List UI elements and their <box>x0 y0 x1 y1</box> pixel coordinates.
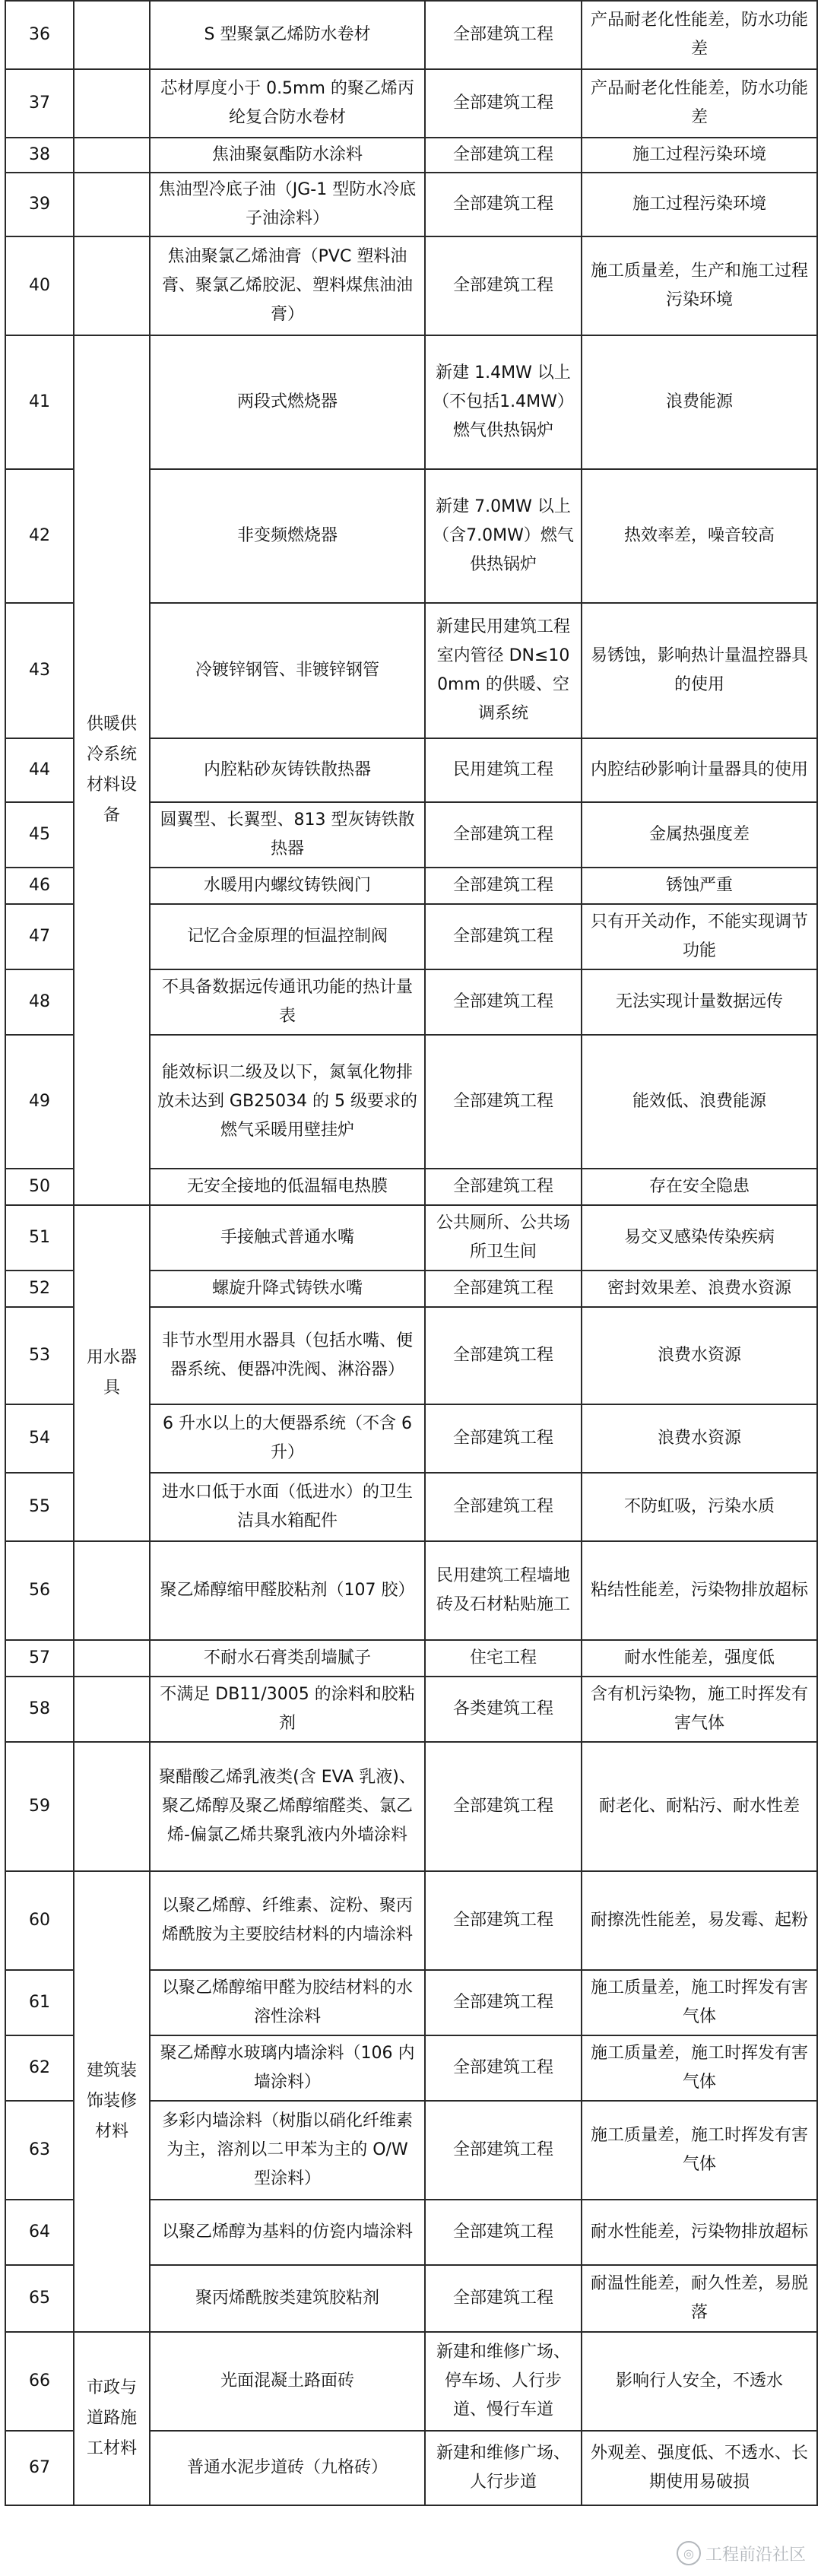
row-number: 59 <box>5 1742 74 1871</box>
row-number: 57 <box>5 1640 74 1677</box>
table-row <box>5 173 817 236</box>
material-name: 两段式燃烧器 <box>150 335 425 469</box>
row-number: 49 <box>5 1035 74 1169</box>
row-number: 42 <box>5 469 74 603</box>
material-name: 聚乙烯醇缩甲醛胶粘剂（107 胶） <box>150 1541 425 1640</box>
category-cell-empty <box>74 1541 150 1640</box>
reason-cell: 耐老化、耐粘污、耐水性差 <box>582 1742 817 1871</box>
reason-cell: 内腔结砂影响计量器具的使用 <box>582 738 817 802</box>
row-number: 52 <box>5 1271 74 1307</box>
row-number: 58 <box>5 1677 74 1742</box>
table-row <box>5 1205 817 1271</box>
scope-cell: 全部建筑工程 <box>425 904 582 969</box>
reason-cell: 金属热强度差 <box>582 802 817 868</box>
material-name: 普通水泥步道砖（九格砖） <box>150 2431 425 2505</box>
row-number: 36 <box>5 1 74 69</box>
reason-cell: 能效低、浪费能源 <box>582 1035 817 1169</box>
row-number: 51 <box>5 1205 74 1271</box>
scope-cell: 各类建筑工程 <box>425 1677 582 1742</box>
material-name: 非变频燃烧器 <box>150 469 425 603</box>
reason-cell: 含有机污染物，施工时挥发有害气体 <box>582 1677 817 1742</box>
watermark-logo-icon: ◎ <box>677 2541 701 2565</box>
reason-cell: 浪费水资源 <box>582 1404 817 1473</box>
reason-cell: 不防虹吸，污染水质 <box>582 1473 817 1541</box>
material-name: 冷镀锌钢管、非镀锌钢管 <box>150 603 425 738</box>
reason-cell: 锈蚀严重 <box>582 868 817 904</box>
material-name: 不满足 DB11/3005 的涂料和胶粘剂 <box>150 1677 425 1742</box>
table-row <box>5 1541 817 1640</box>
row-number: 65 <box>5 2265 74 2332</box>
scope-cell: 全部建筑工程 <box>425 1271 582 1307</box>
row-number: 54 <box>5 1404 74 1473</box>
row-number: 50 <box>5 1169 74 1205</box>
scope-cell: 全部建筑工程 <box>425 2101 582 2200</box>
scope-cell: 全部建筑工程 <box>425 868 582 904</box>
reason-cell: 耐擦洗性能差，易发霉、起粉 <box>582 1871 817 1970</box>
reason-cell: 浪费能源 <box>582 335 817 469</box>
reason-cell: 热效率差，噪音较高 <box>582 469 817 603</box>
category-cell-empty <box>74 1640 150 1677</box>
material-name: 焦油聚氨酯防水涂料 <box>150 138 425 173</box>
material-name: 芯材厚度小于 0.5mm 的聚乙烯丙纶复合防水卷材 <box>150 69 425 138</box>
row-number: 62 <box>5 2035 74 2101</box>
reason-cell: 易锈蚀，影响热计量温控器具的使用 <box>582 603 817 738</box>
table-row <box>5 335 817 469</box>
material-name: 不具备数据远传通讯功能的热计量表 <box>150 969 425 1035</box>
scope-cell: 全部建筑工程 <box>425 969 582 1035</box>
row-number: 48 <box>5 969 74 1035</box>
category-cell-empty <box>74 173 150 236</box>
category-cell-empty <box>74 1742 150 1871</box>
material-name: 6 升水以上的大便器系统（不含 6 升） <box>150 1404 425 1473</box>
scope-cell: 全部建筑工程 <box>425 1970 582 2035</box>
material-name: 内腔粘砂灰铸铁散热器 <box>150 738 425 802</box>
scope-cell: 新建 7.0MW 以上（含7.0MW）燃气供热锅炉 <box>425 469 582 603</box>
row-number: 39 <box>5 173 74 236</box>
reason-cell: 外观差、强度低、不透水、长期使用易破损 <box>582 2431 817 2505</box>
material-name: 不耐水石膏类刮墙腻子 <box>150 1640 425 1677</box>
row-number: 44 <box>5 738 74 802</box>
reason-cell: 影响行人安全，不透水 <box>582 2332 817 2431</box>
reason-cell: 施工质量差，施工时挥发有害气体 <box>582 2101 817 2200</box>
table-row <box>5 2332 817 2431</box>
material-name: 手接触式普通水嘴 <box>150 1205 425 1271</box>
scope-cell: 全部建筑工程 <box>425 1 582 69</box>
category-cell-empty <box>74 69 150 138</box>
reason-cell: 施工质量差，生产和施工过程污染环境 <box>582 236 817 335</box>
table-row <box>5 1871 817 1970</box>
table-row <box>5 1640 817 1677</box>
material-name: 非节水型用水器具（包括水嘴、便器系统、便器冲洗阀、淋浴器） <box>150 1307 425 1404</box>
scope-cell: 新建 1.4MW 以上（不包括1.4MW）燃气供热锅炉 <box>425 335 582 469</box>
scope-cell: 全部建筑工程 <box>425 1871 582 1970</box>
category-heating-cooling: 供暖供冷系统材料设备 <box>74 335 150 1205</box>
row-number: 60 <box>5 1871 74 1970</box>
category-cell-empty <box>74 1677 150 1742</box>
material-name: 聚丙烯酰胺类建筑胶粘剂 <box>150 2265 425 2332</box>
material-name: 能效标识二级及以下，氮氧化物排放未达到 GB25034 的 5 级要求的燃气采暖用壁挂炉 <box>150 1035 425 1169</box>
material-name: 聚醋酸乙烯乳液类(含 EVA 乳液)、聚乙烯醇及聚乙烯醇缩醛类、氯乙烯-偏氯乙烯共聚乳液内外墙涂料 <box>150 1742 425 1871</box>
material-name: 焦油型冷底子油（JG-1 型防水冷底子油涂料） <box>150 173 425 236</box>
table-row <box>5 236 817 335</box>
material-name: 水暖用内螺纹铸铁阀门 <box>150 868 425 904</box>
scope-cell: 全部建筑工程 <box>425 1404 582 1473</box>
category-water-fixtures: 用水器具 <box>74 1205 150 1541</box>
watermark-text: 工程前沿社区 <box>705 2545 806 2565</box>
material-name: 多彩内墙涂料（树脂以硝化纤维素为主，溶剂以二甲苯为主的 O/W 型涂料） <box>150 2101 425 2200</box>
row-number: 55 <box>5 1473 74 1541</box>
reason-cell: 施工质量差，施工时挥发有害气体 <box>582 2035 817 2101</box>
scope-cell: 全部建筑工程 <box>425 2265 582 2332</box>
watermark <box>677 2541 806 2565</box>
reason-cell: 只有开关动作，不能实现调节功能 <box>582 904 817 969</box>
material-name: 焦油聚氯乙烯油膏（PVC 塑料油膏、聚氯乙烯胶泥、塑料煤焦油油膏） <box>150 236 425 335</box>
reason-cell: 密封效果差、浪费水资源 <box>582 1271 817 1307</box>
table-row <box>5 69 817 138</box>
material-name: 光面混凝土路面砖 <box>150 2332 425 2431</box>
row-number: 64 <box>5 2200 74 2265</box>
table-row <box>5 138 817 173</box>
row-number: 61 <box>5 1970 74 2035</box>
category-cell-empty <box>74 1 150 69</box>
row-number: 46 <box>5 868 74 904</box>
material-name: 圆翼型、长翼型、813 型灰铸铁散热器 <box>150 802 425 868</box>
row-number: 43 <box>5 603 74 738</box>
row-number: 40 <box>5 236 74 335</box>
row-number: 66 <box>5 2332 74 2431</box>
reason-cell: 施工过程污染环境 <box>582 173 817 236</box>
category-decoration: 建筑装饰装修材料 <box>74 1871 150 2332</box>
scope-cell: 新建和维修广场、人行步道 <box>425 2431 582 2505</box>
category-cell-empty <box>74 138 150 173</box>
reason-cell: 存在安全隐患 <box>582 1169 817 1205</box>
category-municipal-road: 市政与道路施工材料 <box>74 2332 150 2505</box>
scope-cell: 全部建筑工程 <box>425 1307 582 1404</box>
row-number: 56 <box>5 1541 74 1640</box>
scope-cell: 住宅工程 <box>425 1640 582 1677</box>
row-number: 67 <box>5 2431 74 2505</box>
scope-cell: 全部建筑工程 <box>425 802 582 868</box>
scope-cell: 全部建筑工程 <box>425 69 582 138</box>
scope-cell: 民用建筑工程墙地砖及石材粘贴施工 <box>425 1541 582 1640</box>
scope-cell: 民用建筑工程 <box>425 738 582 802</box>
material-name: 聚乙烯醇水玻璃内墙涂料（106 内墙涂料） <box>150 2035 425 2101</box>
material-name: 螺旋升降式铸铁水嘴 <box>150 1271 425 1307</box>
reason-cell: 施工质量差，施工时挥发有害气体 <box>582 1970 817 2035</box>
reason-cell: 产品耐老化性能差，防水功能差 <box>582 69 817 138</box>
reason-cell: 产品耐老化性能差，防水功能差 <box>582 1 817 69</box>
row-number: 38 <box>5 138 74 173</box>
scope-cell: 全部建筑工程 <box>425 236 582 335</box>
material-name: 以聚乙烯醇缩甲醛为胶结材料的水溶性涂料 <box>150 1970 425 2035</box>
scope-cell: 全部建筑工程 <box>425 173 582 236</box>
table-row <box>5 1742 817 1871</box>
row-number: 37 <box>5 69 74 138</box>
reason-cell: 易交叉感染传染疾病 <box>582 1205 817 1271</box>
scope-cell: 公共厕所、公共场所卫生间 <box>425 1205 582 1271</box>
table-row <box>5 1 817 69</box>
reason-cell: 浪费水资源 <box>582 1307 817 1404</box>
reason-cell: 耐水性能差，污染物排放超标 <box>582 2200 817 2265</box>
material-name: 无安全接地的低温辐电热膜 <box>150 1169 425 1205</box>
material-table <box>5 0 818 2506</box>
row-number: 53 <box>5 1307 74 1404</box>
material-name: 进水口低于水面（低进水）的卫生洁具水箱配件 <box>150 1473 425 1541</box>
row-number: 47 <box>5 904 74 969</box>
scope-cell: 全部建筑工程 <box>425 138 582 173</box>
material-name: 记忆合金原理的恒温控制阀 <box>150 904 425 969</box>
scope-cell: 新建民用建筑工程室内管径 DN≤100mm 的供暖、空调系统 <box>425 603 582 738</box>
row-number: 45 <box>5 802 74 868</box>
material-name: S 型聚氯乙烯防水卷材 <box>150 1 425 69</box>
table-row <box>5 1677 817 1742</box>
scope-cell: 全部建筑工程 <box>425 1035 582 1169</box>
row-number: 63 <box>5 2101 74 2200</box>
reason-cell: 粘结性能差，污染物排放超标 <box>582 1541 817 1640</box>
scope-cell: 新建和维修广场、停车场、人行步道、慢行车道 <box>425 2332 582 2431</box>
row-number: 41 <box>5 335 74 469</box>
scope-cell: 全部建筑工程 <box>425 1742 582 1871</box>
scope-cell: 全部建筑工程 <box>425 1169 582 1205</box>
category-cell-empty <box>74 236 150 335</box>
material-name: 以聚乙烯醇、纤维素、淀粉、聚丙烯酰胺为主要胶结材料的内墙涂料 <box>150 1871 425 1970</box>
scope-cell: 全部建筑工程 <box>425 2035 582 2101</box>
material-name: 以聚乙烯醇为基料的仿瓷内墙涂料 <box>150 2200 425 2265</box>
reason-cell: 耐温性能差，耐久性差，易脱落 <box>582 2265 817 2332</box>
reason-cell: 耐水性能差，强度低 <box>582 1640 817 1677</box>
scope-cell: 全部建筑工程 <box>425 1473 582 1541</box>
reason-cell: 无法实现计量数据远传 <box>582 969 817 1035</box>
scope-cell: 全部建筑工程 <box>425 2200 582 2265</box>
reason-cell: 施工过程污染环境 <box>582 138 817 173</box>
